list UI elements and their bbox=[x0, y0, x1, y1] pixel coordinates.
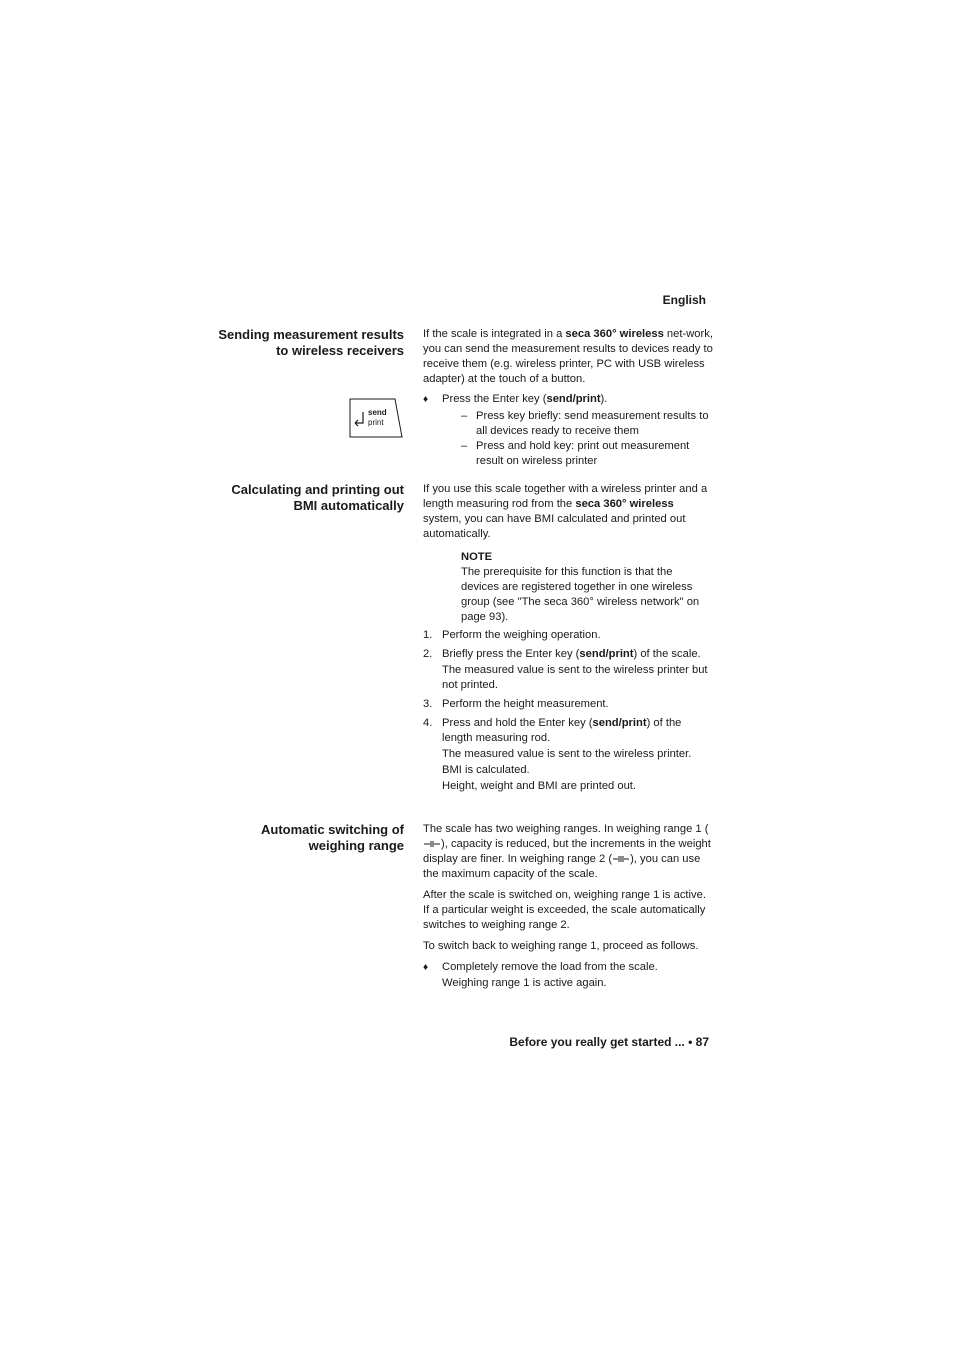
note-title: NOTE bbox=[461, 551, 493, 563]
key-label-print: print bbox=[368, 418, 384, 427]
step-result: The measured value is sent to the wireless printer. bbox=[442, 748, 692, 760]
step-result: Weighing range 1 is active again. bbox=[442, 977, 607, 989]
page-footer: Before you really get started ... • 87 bbox=[509, 1035, 709, 1049]
step-result: Height, weight and BMI are printed out. bbox=[442, 780, 637, 792]
list-item: 2. Briefly press the Enter key (send/print) of the scale. bbox=[423, 648, 701, 660]
key-label-send: send bbox=[368, 408, 387, 417]
dash-marker: – bbox=[461, 440, 468, 452]
list-item: – Press key briefly: send measurement results to all devices ready to receive them bbox=[461, 410, 709, 437]
bullet-marker: ♦ bbox=[423, 394, 429, 405]
section-body-bmi bbox=[423, 482, 713, 794]
dash-marker: – bbox=[461, 410, 468, 422]
section-body-weighing-range bbox=[423, 822, 713, 991]
list-item: ♦ Press the Enter key (send/print). bbox=[423, 393, 608, 405]
list-item: – Press and hold key: print out measurement result on wireless printer bbox=[461, 440, 690, 467]
send-print-key-icon bbox=[349, 398, 403, 438]
list-item: 4. Press and hold the Enter key (send/print) of the length measuring rod. bbox=[423, 717, 682, 744]
note-box bbox=[423, 550, 713, 625]
paragraph: If the scale is integrated in a seca 360° wireless net-work, you can send the measurement results to devices ready to receive them (e.g. wireless printer, PC with USB wireless adapter) at the touch of a button. bbox=[423, 328, 713, 385]
paragraph: To switch back to weighing range 1, proceed as follows. bbox=[423, 940, 699, 952]
paragraph: After the scale is switched on, weighing range 1 is active. If a particular weight is exceeded, the scale automatically switches to weighing range 2. bbox=[423, 889, 706, 931]
section-heading-sending: Sending measurement results to wireless receivers bbox=[218, 327, 404, 358]
step-result: BMI is calculated. bbox=[442, 764, 530, 776]
list-item: ♦ Completely remove the load from the scale. bbox=[423, 961, 658, 973]
bullet-marker: ♦ bbox=[423, 962, 429, 973]
paragraph: If you use this scale together with a wireless printer and a length measuring rod from the seca 360° wireless system, you can have BMI calculated and printed out automatically. bbox=[423, 483, 708, 540]
paragraph: The scale has two weighing ranges. In weighing range 1 (), capacity is reduced, but the increments in the weight display are finer. In weighing range 2 ( ), you can use the maximum capacity of the scale. bbox=[423, 823, 711, 880]
range-2-symbol-icon bbox=[612, 854, 630, 864]
language-label: English bbox=[662, 293, 706, 307]
section-body-sending bbox=[423, 327, 713, 469]
range-1-symbol-icon bbox=[423, 839, 441, 849]
section-heading-weighing-range: Automatic switching of weighing range bbox=[261, 822, 404, 853]
list-item: 3. Perform the height measurement. bbox=[423, 698, 609, 710]
section-heading-bmi: Calculating and printing out BMI automatically bbox=[231, 482, 404, 513]
note-text: The prerequisite for this function is that the devices are registered together in one wireless group (see "The seca 360° wireless network" on page 93). bbox=[461, 566, 700, 623]
step-result: The measured value is sent to the wireless printer but not printed. bbox=[442, 664, 708, 691]
list-item: 1. Perform the weighing operation. bbox=[423, 629, 601, 641]
